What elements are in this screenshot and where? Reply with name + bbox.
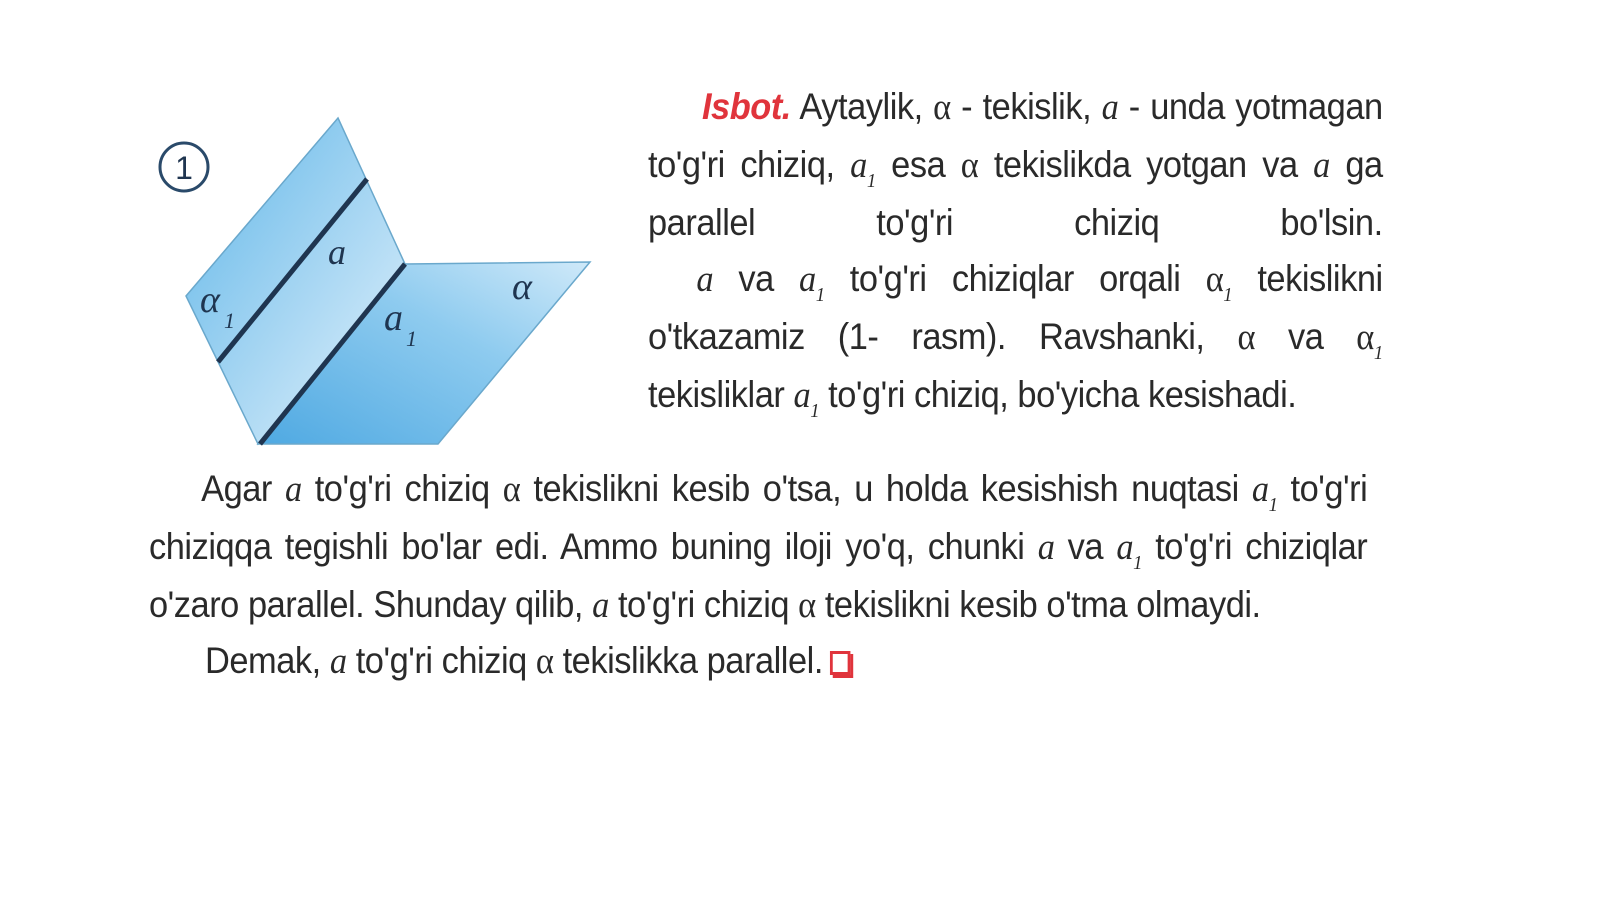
label-alpha1-sub: 1 — [224, 308, 235, 333]
label-a1-sub: 1 — [406, 326, 417, 351]
proof-label: Isbot. — [701, 86, 791, 127]
planes-diagram — [150, 78, 610, 458]
figure-number: 1 — [175, 150, 193, 186]
figure-1 — [150, 78, 610, 458]
label-a1: a — [384, 297, 403, 339]
label-a: a — [328, 232, 346, 272]
proof-paragraph-1: Isbot. Aytaylik, α - tekislik, a - unda yotmagan to'g'ri chiziq, $a_1$ esa α tekislikda yotgan va a ga parallel to'g'ri chiziq bo'lsin. — [648, 86, 1383, 243]
label-alpha1: α — [200, 279, 220, 321]
qed-icon — [830, 651, 850, 675]
proof-paragraph-3: Agar a to'g'ri chiziq α tekislikni kesib o'tsa, u holda kesishish nuqtasi $a_1$ to'g'ri chiziqqa tegishli bo'lar edi. Ammo buning iloji yo'q, chunki a va $a_1$ to'g'ri chiziqlar o'zaro parallel. Shunday qilib, a to'g'ri chiziq α tekislikni kesib o'tma olmaydi. — [149, 468, 1368, 626]
proof-paragraph-2: a va $a_1$ to'g'ri chiziqlar orqali $\alpha_1$ tekislikni o'tkazamiz (1- rasm). Ravshanki, α va $\alpha_1$ tekisliklar $a_1$ to'g'ri chiziq, bo'yicha kesishadi. — [648, 258, 1383, 422]
proof-paragraph-4: Demak, a to'g'ri chiziq α tekislikka parallel. — [205, 632, 851, 690]
label-alpha: α — [512, 266, 532, 308]
